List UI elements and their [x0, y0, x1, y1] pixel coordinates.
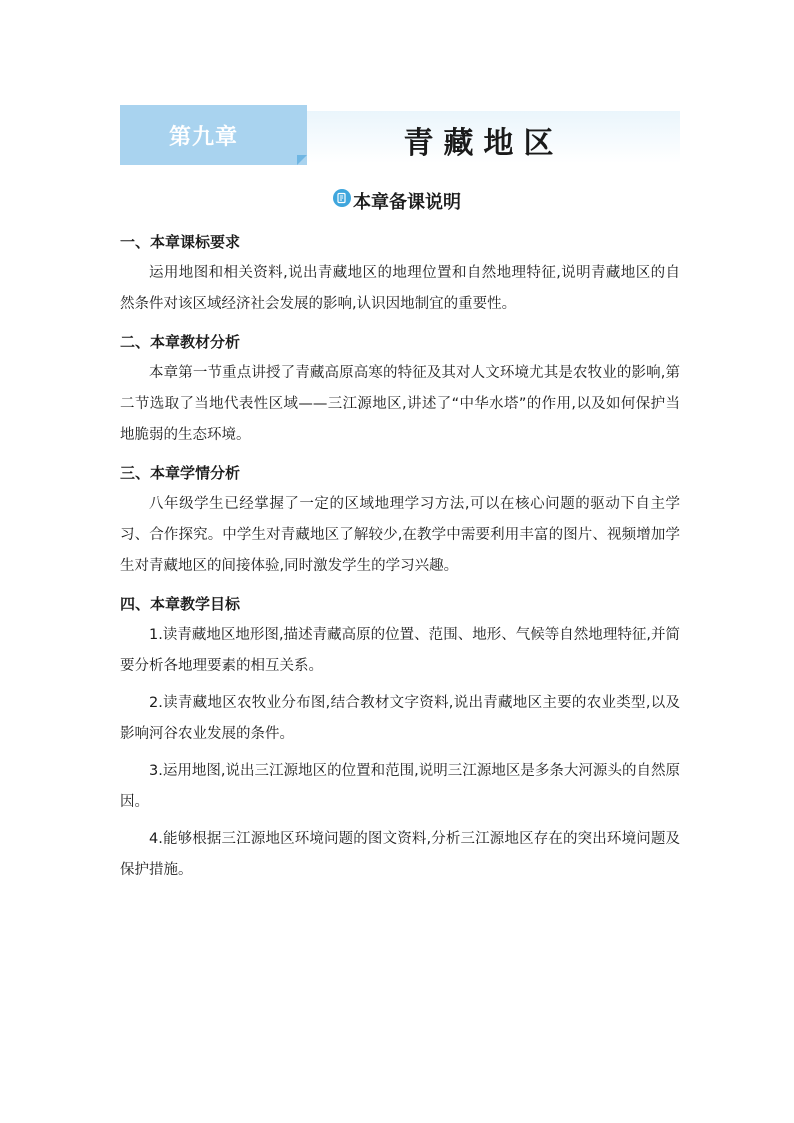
section-heading: 三、本章学情分析 — [120, 464, 241, 482]
chapter-title: 青藏地区 — [403, 126, 564, 161]
section-header-text: 本章备课说明 — [353, 192, 461, 213]
section-heading: 一、本章课标要求 — [120, 233, 241, 251]
paragraph: 4.能够根据三江源地区环境问题的图文资料,分析三江源地区存在的突出环境问题及保护措施。 — [120, 831, 680, 878]
section-teaching-goals — [120, 588, 680, 886]
paragraph: 八年级学生已经掌握了一定的区域地理学习方法,可以在核心问题的驱动下自主学习、合作探究。中学生对青藏地区了解较少,在教学中需要利用丰富的图片、视频增加学生对青藏地区的间接体验,同时激发学生的学习兴趣。 — [120, 496, 680, 574]
paragraph: 本章第一节重点讲授了青藏高原高寒的特征及其对人文环境尤其是农牧业的影响,第二节选取了当地代表性区域——三江源地区,讲述了“中华水塔”的作用,以及如何保护当地脆弱的生态环境。 — [120, 365, 680, 443]
chapter-banner — [120, 105, 680, 169]
document-body — [120, 226, 680, 892]
chapter-title-box — [307, 111, 680, 169]
section-heading: 二、本章教材分析 — [120, 333, 241, 351]
section-student-analysis — [120, 457, 680, 582]
section-standards — [120, 226, 680, 320]
paragraph: 1.读青藏地区地形图,描述青藏高原的位置、范围、地形、气候等自然地理特征,并简要分析各地理要素的相互关系。 — [120, 627, 680, 674]
paragraph: 3.运用地图,说出三江源地区的位置和范围,说明三江源地区是多条大河源头的自然原因。 — [120, 763, 680, 810]
pencil-note-icon — [333, 189, 351, 207]
chapter-number: 第九章 — [168, 124, 238, 150]
section-header — [0, 186, 794, 216]
banner-fold-decoration — [297, 155, 307, 165]
paragraph: 2.读青藏地区农牧业分布图,结合教材文字资料,说出青藏地区主要的农业类型,以及影响河谷农业发展的条件。 — [120, 695, 680, 742]
chapter-label-box — [120, 105, 307, 165]
section-heading: 四、本章教学目标 — [120, 595, 241, 613]
section-textbook-analysis — [120, 326, 680, 451]
paragraph: 运用地图和相关资料,说出青藏地区的地理位置和自然地理特征,说明青藏地区的自然条件对该区域经济社会发展的影响,认识因地制宜的重要性。 — [120, 265, 680, 312]
